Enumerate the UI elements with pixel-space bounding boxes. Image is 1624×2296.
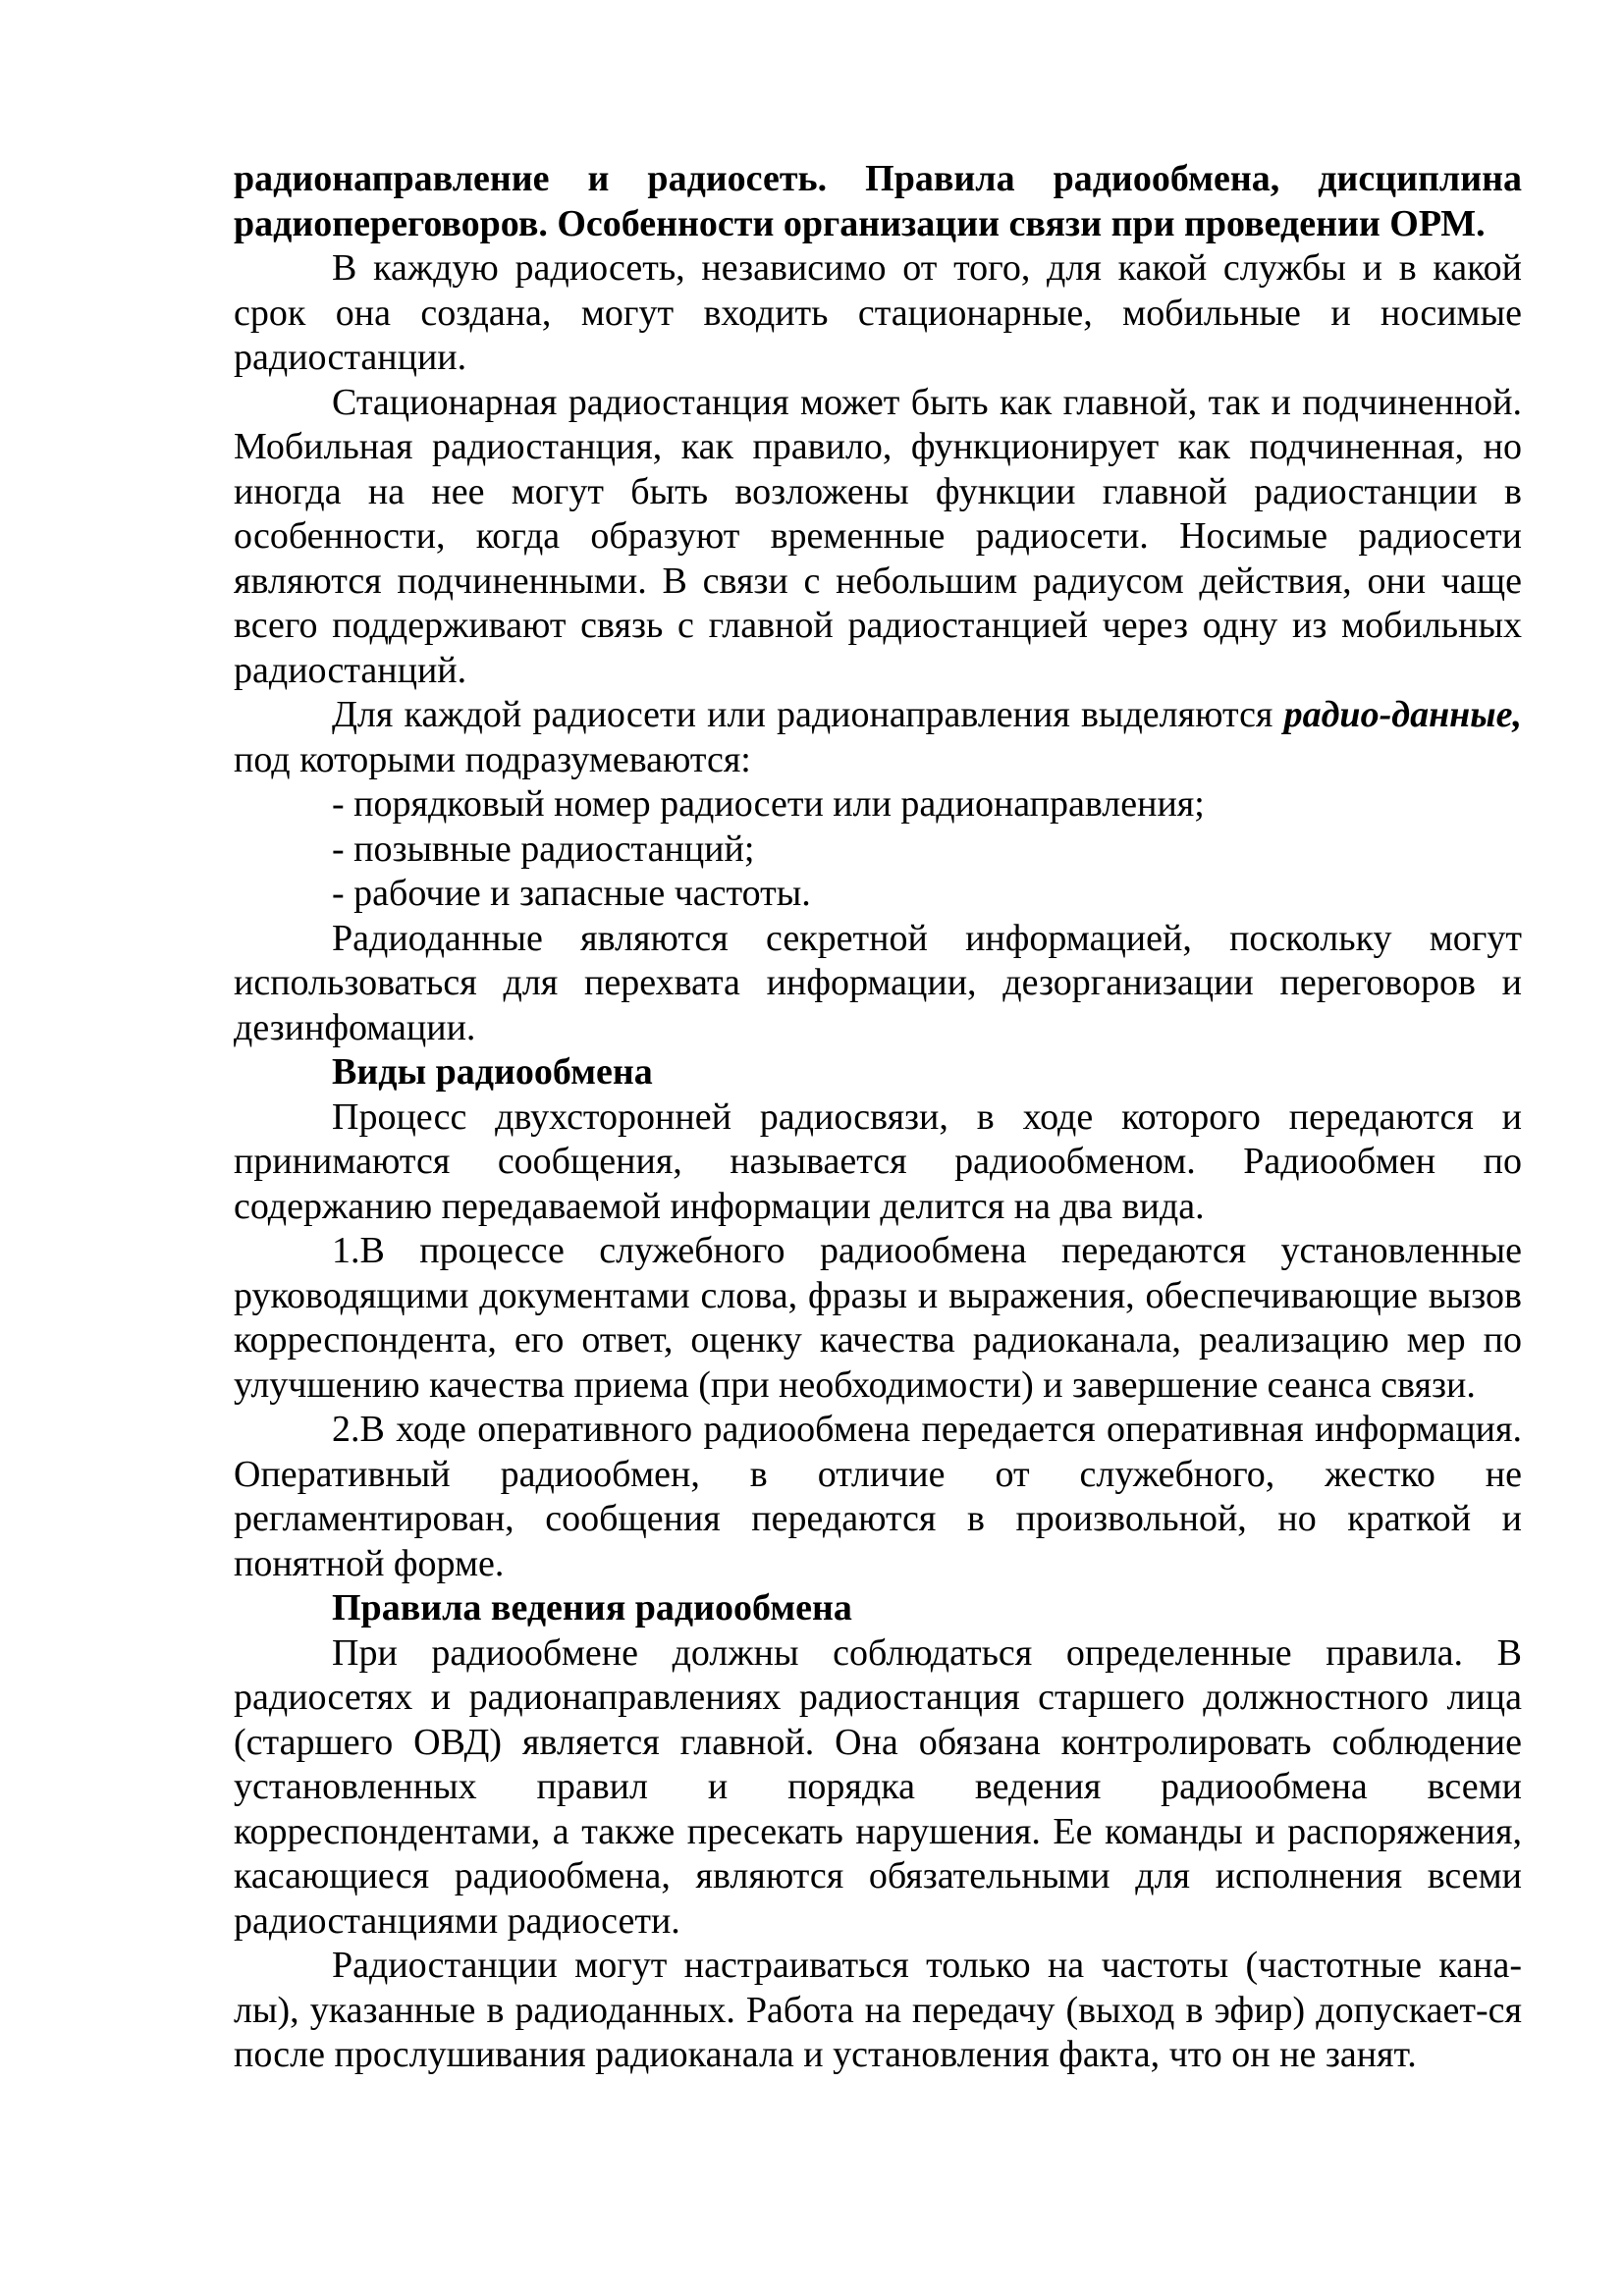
- paragraph-exchange-process: Процесс двухсторонней радиосвязи, в ходе которого передаются и принимаются сообщения, называется радиообменом. Радиообмен по содержанию передаваемой информации делится на два вида.: [234, 1095, 1522, 1227]
- paragraph-radio-data: [234, 693, 1522, 782]
- list-item: - позывные радиостанций;: [332, 828, 755, 870]
- paragraph-station-roles: Стационарная радиостанция может быть как главной, так и подчиненной. Мобильная радиостанция, как правило, функционирует как подчиненная, но иногда на нее могут быть возложены функции главной радиостанции в особенности, когда образуют временные радиосети. Носимые радиосети являются подчиненными. В связи с небольшим радиусом действия, они чаще всего поддерживают связь с главной радиостанцией через одну из мобильных радиостанций.: [234, 381, 1522, 691]
- intro-heading: радионаправление и радиосеть. Правила радиообмена, дисциплина радиопереговоров. Особенности организации связи при проведении ОРМ.: [234, 158, 1522, 244]
- paragraph-exchange-rules: При радиообмене должны соблюдаться определенные правила. В радиосетях и радионаправлениях радиостанция старшего должностного лица (старшего ОВД) является главной. Она обязана контролировать соблюдение установленных правил и порядка ведения радиообмена всеми корреспондентами, а также пресекать нарушения. Ее команды и распоряжения, касающиеся радиообмена, являются обязательными для исполнения всеми радиостанциями радиосети.: [234, 1631, 1522, 1942]
- document-body: [234, 157, 1522, 2078]
- section-title-exchange-rules: Правила ведения радиообмена: [332, 1587, 852, 1629]
- paragraph-radio-data-secret: Радиоданные являются секретной информацией, поскольку могут использоваться для перехвата информации, дезорганизации переговоров и дезинфомации.: [234, 917, 1522, 1048]
- section-title-exchange-types: Виды радиообмена: [332, 1051, 653, 1093]
- radio-data-tail: под которыми подразумеваются:: [234, 738, 751, 780]
- paragraph-operative-exchange: 2.В ходе оперативного радиообмена передается оперативная информация. Оперативный радиообмен, в отличие от служебного, жестко не регламентирован, сообщения передаются в произвольной, но краткой и понятной форме.: [234, 1409, 1522, 1584]
- list-item: - рабочие и запасные частоты.: [332, 873, 811, 914]
- paragraph-frequencies: Радиостанции могут настраиваться только на частоты (частотные кана-лы), указанные в радиоданных. Работа на передачу (выход в эфир) допускает-ся после прослушивания радиоканала и установления факта, что он не занят.: [234, 1945, 1522, 2075]
- list-item: - порядковый номер радиосети или радионаправления;: [332, 783, 1205, 825]
- radio-data-term: радио-данные,: [1283, 694, 1522, 735]
- paragraph-stations-types: В каждую радиосеть, независимо от того, для какой службы и в какой срок она создана, могут входить стационарные, мобильные и носимые радиостанции.: [234, 247, 1522, 378]
- radio-data-intro: Для каждой радиосети или радионаправления выделяются: [332, 694, 1284, 735]
- paragraph-service-exchange: 1.В процессе служебного радиообмена передаются установленные руководящими документами слова, фразы и выражения, обеспечивающие вызов корреспондента, его ответ, оценку качества радиоканала, реализацию мер по улучшению качества приема (при необходимости) и завершение сеанса связи.: [234, 1230, 1522, 1406]
